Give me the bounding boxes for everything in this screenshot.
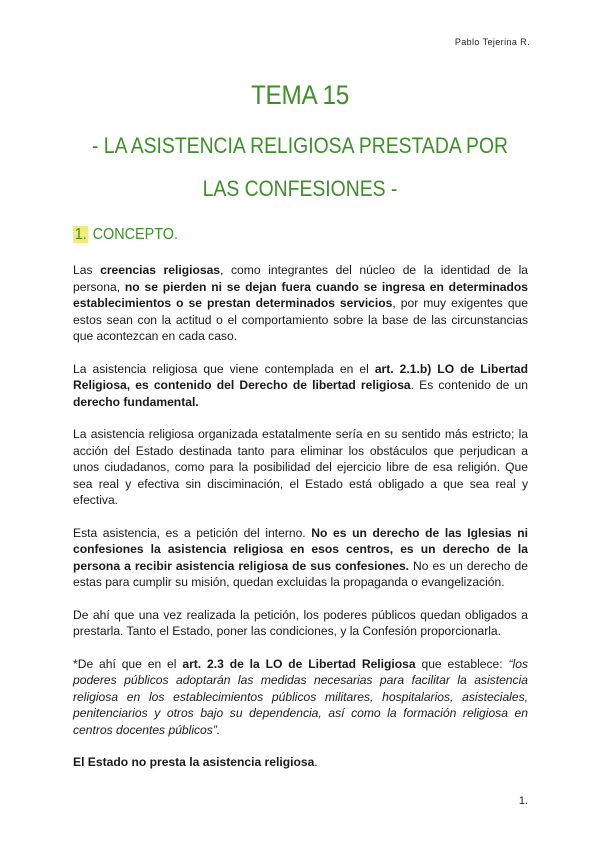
text-run: , como integrantes del núcleo de la identidad de la persona, (73, 263, 529, 294)
paragraph-7 (73, 754, 528, 771)
italic-quote: “los poderes públicos adoptarán las medidas necesarias para facilitar la asistencia religiosa en los establecimientos públicos militares, hospitalarios, asisteciales, penitenciarios y otros bajo su dependencia, así como la formación religiosa en centros docentes públicos”. (73, 656, 529, 737)
text-run: , por muy exigentes que estos sean con la actitud o el comportamiento sobre la base de las circunstancias que acontezcan en cada caso. (73, 296, 529, 343)
page-subtitle: - LA ASISTENCIA RELIGIOSA PRESTADA POR LAS CONFESIONES - (91, 133, 509, 201)
bold-run: No es un derecho de las Iglesias ni confesiones la asistencia religiosa en esos centros, es un derecho de la persona a recibir asistencia religiosa de sus confesiones. (73, 525, 528, 573)
paragraph-4 (73, 525, 528, 591)
paragraph-5 (73, 607, 528, 640)
author-header: Pablo Tejerina R. (454, 37, 530, 47)
text-run: La asistencia religiosa que viene contemplada en el (73, 361, 375, 376)
page-number: 1. (518, 795, 528, 807)
paragraph-1 (73, 262, 528, 345)
bold-run: art. 2.3 de la LO de Libertad Religiosa (182, 656, 416, 671)
text-run: Esta asistencia, es a petición del interno. (73, 525, 312, 540)
section-heading (73, 226, 178, 244)
bold-run: derecho fundamental. (73, 394, 199, 409)
section-number: 1. (74, 226, 87, 243)
section-title: CONCEPTO. (92, 226, 178, 243)
text-run: No es un derecho de estas para cumplir su misión, quedan excluidas la propaganda o evangelización. (73, 558, 528, 589)
text-run: La asistencia religiosa organizada estatalmente sería en su sentido más estricto; la acción del Estado destinada tanto para eliminar los obstáculos que perjudican a unos ciudadanos, como para la posibilidad del ejercicio libre de esa religión. Que sea real y efectiva sin disciminación, el Estado está obligado a que sea real y efectiva. (73, 427, 528, 507)
bold-run: creencias religiosas (100, 263, 221, 277)
text-run: que establece: (415, 656, 509, 671)
text-run: De ahí que una vez realizada la petición, los poderes públicos quedan obligados a prestarla. Tanto el Estado, poner las condiciones, y la Confesión proporcionarla. (73, 607, 528, 638)
paragraph-3 (73, 426, 528, 509)
paragraph-6 (73, 656, 528, 739)
text-run: *De ahí que en el (73, 656, 183, 671)
body-text (73, 262, 528, 787)
text-run: . Es contenido de un (410, 378, 528, 392)
bold-run: art. 2.1.b) LO de Libertad Religiosa, es contenido del Derecho de libertad religiosa (73, 361, 528, 392)
bold-run: El Estado no presta la asistencia religiosa (73, 755, 315, 769)
text-run: Las (73, 263, 101, 277)
text-run: . (314, 755, 318, 769)
bold-run: no se pierden ni se dejan fuera cuando se ingresa en determinados establecimientos o se prestan determinados servicios (73, 279, 528, 310)
page-title: TEMA 15 (250, 80, 350, 110)
paragraph-2 (73, 361, 528, 411)
